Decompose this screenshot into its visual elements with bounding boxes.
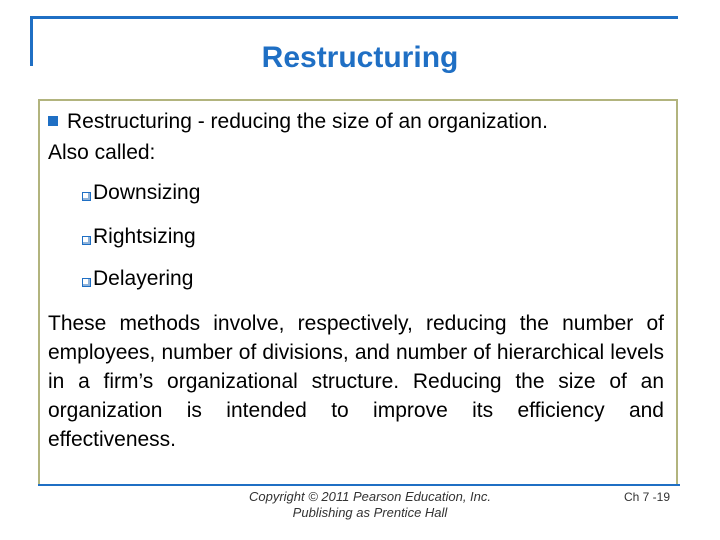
- sub-item-delayering: [82, 265, 193, 293]
- copyright-line-2: Publishing as Prentice Hall: [292, 505, 448, 520]
- sub-item-label: Downsizing: [93, 181, 201, 204]
- sub-item-label: Delayering: [93, 267, 194, 290]
- square-bullet-icon: [48, 116, 58, 126]
- intro-line-1: Restructuring - reducing the size of an organization.: [67, 110, 548, 133]
- sub-item-rightsizing: [82, 223, 196, 251]
- copyright-line-1: Copyright © 2011 Pearson Education, Inc.: [248, 489, 492, 504]
- sub-item-label: Rightsizing: [93, 225, 196, 248]
- intro-bullet: [48, 106, 668, 168]
- body-paragraph: These methods involve, respectively, reducing the number of employees, number of divisions, and number of hierarchical levels in a firm’s organizational structure. Reducing the size of an organization is intended to improve its efficiency and effectiveness.: [48, 312, 664, 451]
- footer-copyright: [220, 489, 520, 521]
- checkbox-bullet-icon: [82, 236, 91, 245]
- page-number: Ch 7 -19: [623, 490, 671, 504]
- checkbox-bullet-icon: [82, 192, 91, 201]
- slide-title: Restructuring: [261, 41, 459, 74]
- intro-line-2: Also called:: [48, 141, 156, 164]
- frame-bottom-line: [38, 484, 680, 486]
- sub-item-downsizing: [82, 179, 200, 207]
- frame-top-line: [30, 16, 678, 19]
- checkbox-bullet-icon: [82, 278, 91, 287]
